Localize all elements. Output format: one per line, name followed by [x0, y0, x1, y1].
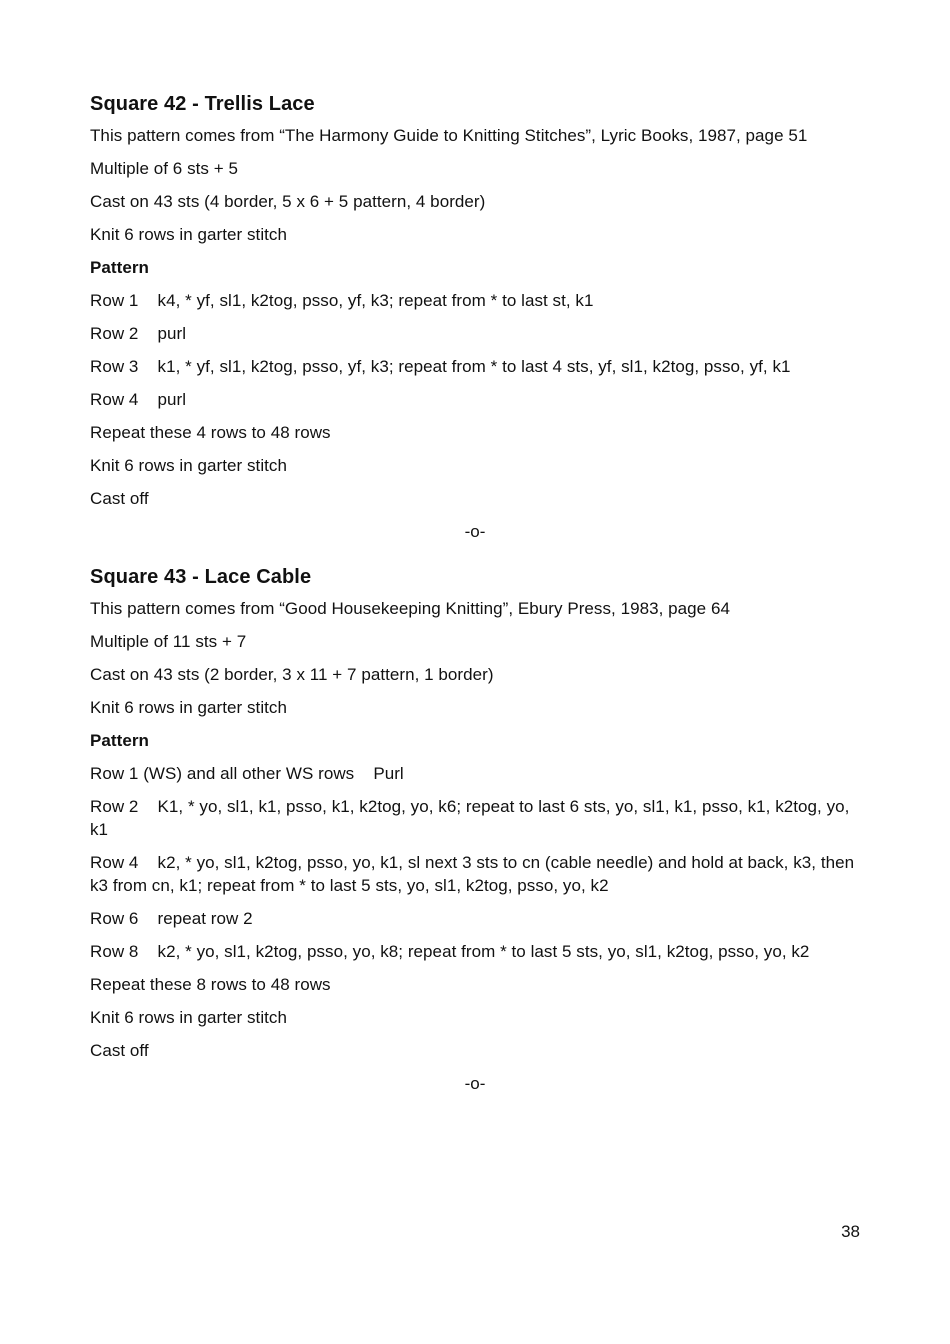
stitch-multiple: Multiple of 6 sts + 5 [90, 159, 238, 178]
page-number: 38 [841, 1222, 860, 1241]
garter-border-end: Knit 6 rows in garter stitch [90, 1008, 287, 1027]
garter-border-end: Knit 6 rows in garter stitch [90, 456, 287, 475]
row-label: Row 2 [90, 324, 139, 343]
garter-border-start: Knit 6 rows in garter stitch [90, 698, 287, 717]
row-label: Row 2 [90, 797, 139, 816]
row-label: Row 6 [90, 909, 139, 928]
row-instruction: repeat row 2 [157, 909, 253, 928]
pattern-row [90, 355, 865, 378]
row-label: Row 4 [90, 390, 139, 409]
row-label: Row 3 [90, 357, 139, 376]
pattern-row [90, 289, 865, 312]
pattern-row [90, 322, 865, 345]
section-separator: -o- [464, 522, 486, 541]
pattern-row [90, 940, 865, 963]
document-page [90, 90, 865, 1115]
row-instruction: k1, * yf, sl1, k2tog, psso, yf, k3; repeat from * to last 4 sts, yf, sl1, k2tog, psso, yf, k1 [157, 357, 791, 376]
pattern-row [90, 851, 865, 897]
pattern-row [90, 795, 865, 841]
row-instruction: purl [157, 324, 187, 343]
row-instruction: k2, * yo, sl1, k2tog, psso, yo, k1, sl next 3 sts to cn (cable needle) and hold at back, k3, then k3 from cn, k1; repeat from * to last 5 sts, yo, sl1, k2tog, psso, yo, k2 [90, 853, 855, 895]
row-instruction: k4, * yf, sl1, k2tog, psso, yf, k3; repeat from * to last st, k1 [157, 291, 594, 310]
cast-on-instruction: Cast on 43 sts (4 border, 5 x 6 + 5 pattern, 4 border) [90, 192, 486, 211]
row-instruction: K1, * yo, sl1, k1, psso, k1, k2tog, yo, k6; repeat to last 6 sts, yo, sl1, k1, psso, k1, k2tog, yo, k1 [90, 797, 850, 839]
row-label: Row 1 [90, 291, 139, 310]
section-title: Square 42 - Trellis Lace [90, 93, 315, 115]
row-instruction: Purl [373, 764, 404, 783]
cast-off-instruction: Cast off [90, 489, 149, 508]
row-instruction: purl [157, 390, 187, 409]
repeat-instruction: Repeat these 8 rows to 48 rows [90, 975, 331, 994]
repeat-instruction: Repeat these 4 rows to 48 rows [90, 423, 331, 442]
pattern-row [90, 762, 865, 785]
cast-off-instruction: Cast off [90, 1041, 149, 1060]
row-label: Row 8 [90, 942, 139, 961]
row-label: Row 4 [90, 853, 139, 872]
row-label: Row 1 (WS) and all other WS rows [90, 764, 355, 783]
pattern-label: Pattern [90, 731, 149, 750]
section-square-43 [90, 563, 865, 1095]
source-line: This pattern comes from “The Harmony Guide to Knitting Stitches”, Lyric Books, 1987, page 51 [90, 126, 808, 145]
stitch-multiple: Multiple of 11 sts + 7 [90, 632, 247, 651]
source-line: This pattern comes from “Good Housekeeping Knitting”, Ebury Press, 1983, page 64 [90, 599, 730, 618]
section-square-42 [90, 90, 865, 543]
section-separator: -o- [464, 1074, 486, 1093]
pattern-row [90, 907, 865, 930]
cast-on-instruction: Cast on 43 sts (2 border, 3 x 11 + 7 pattern, 1 border) [90, 665, 494, 684]
section-title: Square 43 - Lace Cable [90, 566, 312, 588]
row-instruction: k2, * yo, sl1, k2tog, psso, yo, k8; repeat from * to last 5 sts, yo, sl1, k2tog, psso, yo, k2 [157, 942, 810, 961]
pattern-label: Pattern [90, 258, 149, 277]
garter-border-start: Knit 6 rows in garter stitch [90, 225, 287, 244]
pattern-row [90, 388, 865, 411]
